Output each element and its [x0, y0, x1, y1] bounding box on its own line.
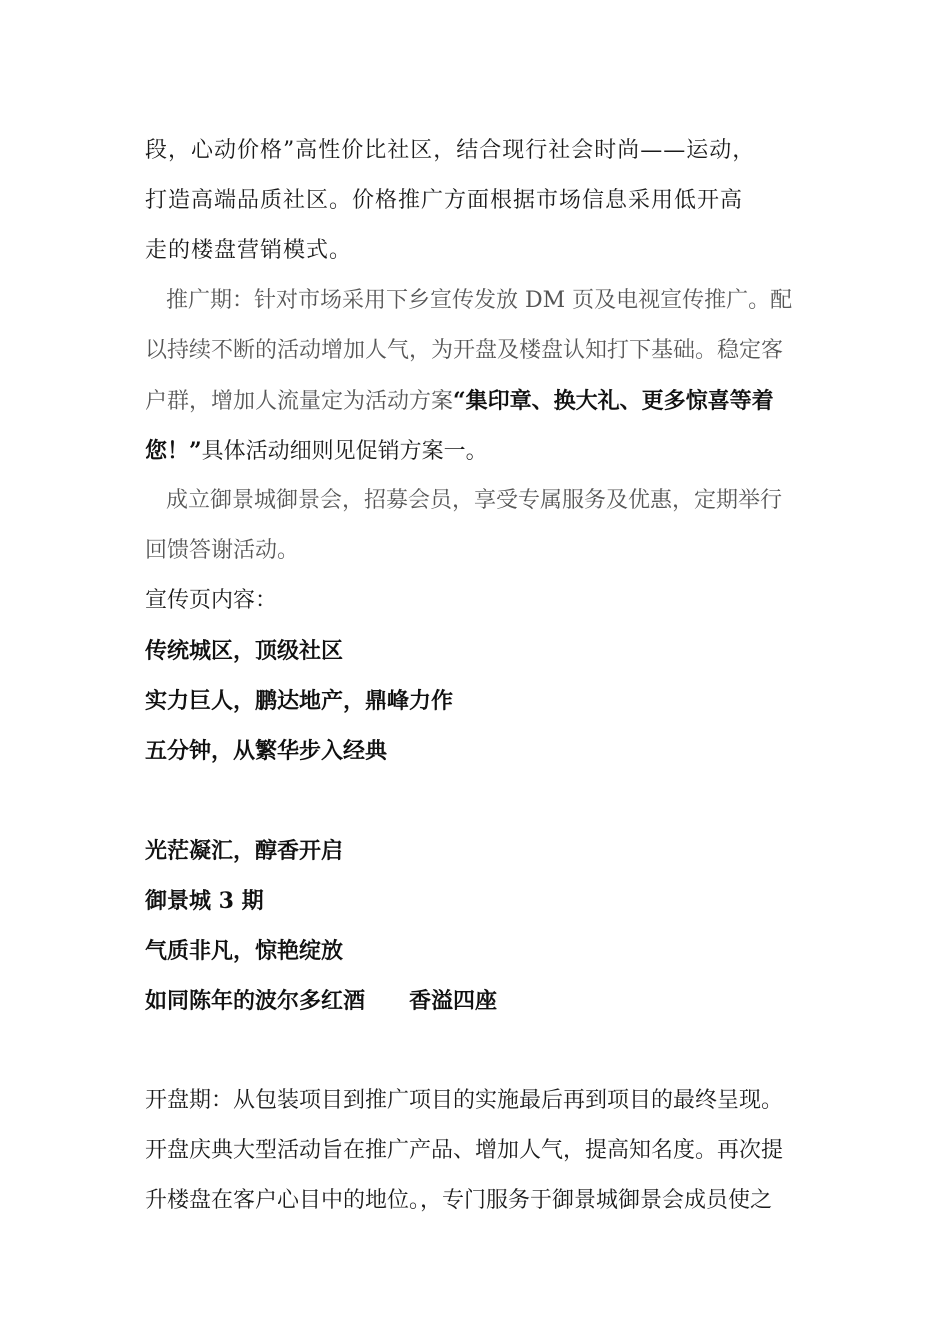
- slogan-6: 气质非凡，惊艳绽放: [145, 938, 344, 964]
- para2-line4: [145, 436, 830, 467]
- promo-heading: 宣传页内容：: [145, 588, 278, 613]
- slogan-7-left: 如同陈年的波尔多红酒: [145, 988, 366, 1014]
- para1-line3: 走的楼盘营销模式。: [145, 238, 353, 263]
- slogan-7: [145, 986, 830, 1016]
- slogan-3: 五分钟，从繁华步入经典: [145, 738, 388, 764]
- slogan-2: 实力巨人，鹏达地产，鼎峰力作: [145, 688, 454, 714]
- para3-line2: 回馈答谢活动。: [145, 538, 300, 563]
- para1-line1: 段，心动价格”高性价比社区，结合现行社会时尚——运动，: [145, 138, 756, 163]
- slogan-7-right: 香溢四座: [409, 988, 498, 1014]
- para1-line2: 打造高端品质社区。价格推广方面根据市场信息采用低开高: [145, 188, 744, 213]
- slogan-1: 传统城区，顶级社区: [145, 638, 344, 664]
- slogan-4: 光茫凝汇，醇香开启: [145, 838, 344, 864]
- para2-line3-text: 户群，增加人流量定为活动方案: [145, 389, 454, 414]
- para4-line3: 升楼盘在客户心目中的地位。，专门服务于御景城御景会成员使之: [145, 1188, 773, 1213]
- para2-line3: [145, 386, 830, 417]
- para3-line1: 成立御景城御景会，招募会员，享受专属服务及优惠，定期举行: [166, 488, 783, 513]
- slogan-5: 御景城 3 期: [145, 888, 264, 914]
- para2-line2: 以持续不断的活动增加人气，为开盘及楼盘认知打下基础。稳定客: [145, 338, 784, 363]
- para2-line1: 推广期：针对市场采用下乡宣传发放 DM 页及电视宣传推广。配: [166, 288, 793, 313]
- para2-line4-bold: 您！”: [145, 438, 202, 464]
- para2-line3-bold: “集印章、换大礼、更多惊喜等着: [453, 388, 774, 414]
- para4-line2: 开盘庆典大型活动旨在推广产品、增加人气，提高知名度。再次提: [145, 1138, 784, 1163]
- para2-line4-text: 具体活动细则见促销方案一。: [201, 439, 488, 464]
- para4-line1: 开盘期：从包装项目到推广项目的实施最后再到项目的最终呈现。: [145, 1088, 784, 1113]
